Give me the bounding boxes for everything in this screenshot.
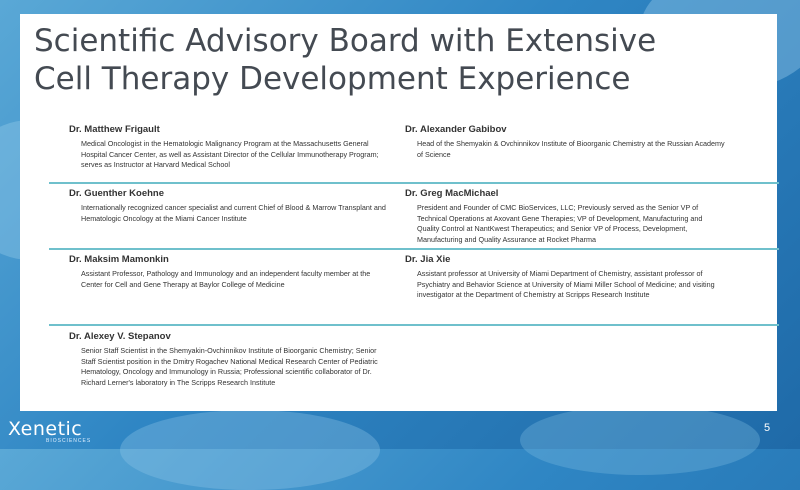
member-description: Senior Staff Scientist in the Shemyakin-Ovchinnikov Institute of Bioorganic Chemistry; Senior Staff Scientist position in the Dmitry Rogachev National Medical Research Center of Pediatric Hematology, Oncology and Immunology in Russia; Professional scientific collaborator of Dr. Richard Lerner's laboratory in The Scripps Research Institute [81, 346, 378, 387]
title-line-2: Cell Therapy Development Experience [34, 61, 631, 97]
member-description: Medical Oncologist in the Hematologic Malignancy Program at the Massachusetts General Hospital Cancer Center, as well as Assistant Director of the Cellular Immunotherapy Program; serves as Instructor at Harvard Medical School [81, 139, 379, 170]
row-divider [49, 324, 779, 326]
member-card [405, 188, 725, 245]
company-logo: Xenetic [8, 418, 83, 440]
member-description: Head of the Shemyakin & Ovchinnikov Institute of Bioorganic Chemistry at the Russian Academy of Science [417, 139, 725, 159]
member-card [69, 331, 389, 388]
member-name: Dr. Jia Xie [405, 254, 451, 265]
member-name: Dr. Alexander Gabibov [405, 124, 507, 135]
background-molecule [520, 405, 760, 475]
member-name: Dr. Maksim Mamonkin [69, 254, 169, 265]
member-name: Dr. Matthew Frigault [69, 124, 160, 135]
member-description: Internationally recognized cancer specialist and current Chief of Blood & Marrow Transplant and Hematologic Oncology at the Miami Cancer Institute [81, 203, 386, 223]
member-description: President and Founder of CMC BioServices, LLC; Previously served as the Senior VP of Technical Operations at Axovant Gene Therapies; VP of Development, Manufacturing and Quality Control at NantKwest Therapeutics; and Senior VP of Process, Development, Manufacturing and Quality Assurance at Rocket Pharma [417, 203, 703, 244]
row-divider [49, 248, 779, 250]
member-name: Dr. Greg MacMichael [405, 188, 499, 199]
member-card [405, 254, 725, 301]
title-line-1: Scientific Advisory Board with Extensive [34, 23, 657, 59]
slide-title [34, 22, 656, 98]
slide-content-panel [20, 14, 777, 411]
member-card [69, 254, 389, 290]
background-molecule [120, 410, 380, 490]
page-number: 5 [764, 422, 771, 434]
member-card [69, 188, 389, 224]
row-divider [49, 182, 779, 184]
member-name: Dr. Guenther Koehne [69, 188, 165, 199]
company-logo-subtitle: BIOSCIENCES [46, 438, 92, 444]
member-card [69, 124, 389, 171]
member-description: Assistant Professor, Pathology and Immunology and an independent faculty member at the Center for Cell and Gene Therapy at Baylor College of Medicine [81, 269, 371, 289]
member-description: Assistant professor at University of Miami Department of Chemistry, assistant professor of Psychiatry and Behavior Science at University of Miami Miller School of Medicine; and visiting investigator at the Department of Chemistry at Scripps Research Institute [417, 269, 715, 300]
member-name: Dr. Alexey V. Stepanov [69, 331, 171, 342]
member-card [405, 124, 725, 160]
